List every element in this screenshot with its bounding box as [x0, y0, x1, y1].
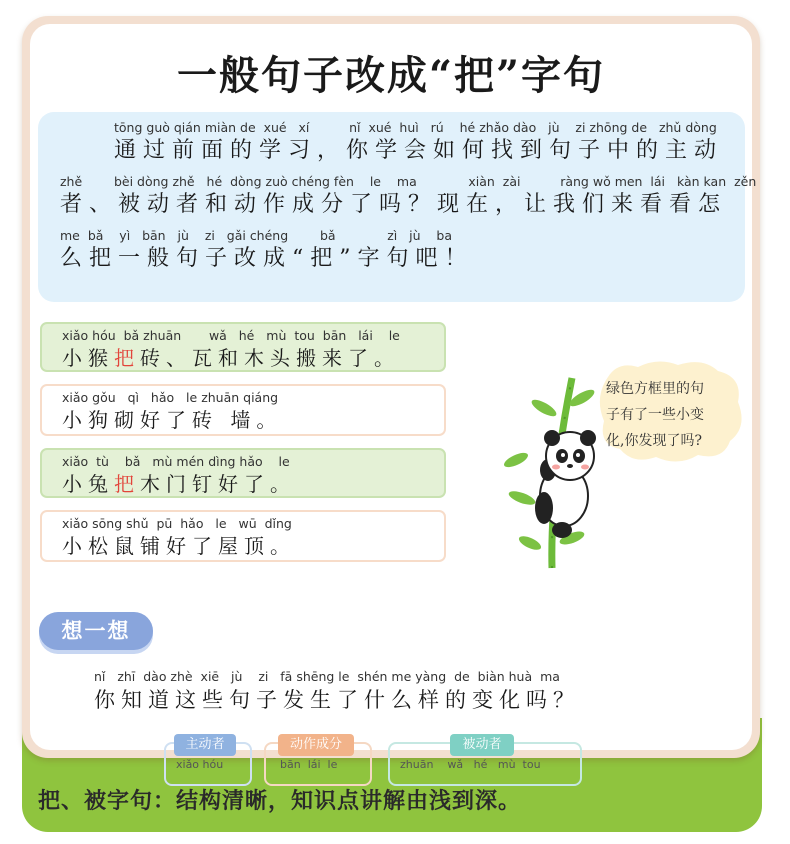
speech-bubble-text [606, 376, 746, 454]
sentence-4-text: 小松鼠铺好了屋顶。 [62, 534, 296, 558]
sentence-3-pinyin: xiǎo tù bǎ mù mén dìng hǎo le [62, 454, 290, 469]
footer-caption: 把、被字句：结构清晰，知识点讲解由浅到深。 [38, 789, 522, 814]
tag-box-object-pinyin: zhuān wǎ hé mù tou [400, 758, 541, 771]
intro-line-2-pinyin: zhě bèi dòng zhě hé dòng zuò chéng fèn le ma xiàn zài ràng wǒ men lái kàn kan zěn [60, 174, 757, 189]
intro-line-3-text: 么把一般句子改成“把”字句吧！ [60, 246, 474, 271]
question-text: 你知道这些句子发生了什么样的变化吗？ [94, 688, 580, 712]
sentence-3-ba: 把 [114, 472, 140, 496]
tag-subject: 主动者 [174, 734, 236, 756]
tag-action: 动作成分 [278, 734, 354, 756]
sentence-1-pinyin: xiǎo hóu bǎ zhuān wǎ hé mù tou bān lái le [62, 328, 400, 343]
sentence-box-1 [40, 322, 446, 372]
question-pinyin: nǐ zhī dào zhè xiē jù zi fā shēng le shén me yàng de biàn huà ma [94, 669, 560, 684]
intro-line-3-pinyin: me bǎ yì bān jù zi gǎi chéng bǎ zì jù ba [60, 228, 453, 243]
panda-illustration [482, 368, 602, 568]
bubble-line-3: 化,你发现了吗? [606, 433, 702, 449]
think-badge: 想一想 [39, 612, 153, 650]
bubble-line-1: 绿色方框里的句 [606, 381, 704, 397]
tag-box-subject-pinyin: xiǎo hóu [176, 758, 224, 771]
sentence-1-after: 砖、瓦和木头搬来了。 [140, 346, 400, 370]
tag-box-action-pinyin: bān lái le [280, 758, 338, 771]
sentence-box-4 [40, 510, 446, 562]
intro-line-2 [60, 174, 756, 220]
page-title: 一般句子改成“把”字句 [176, 52, 605, 99]
sentence-3-before: 小兔 [62, 472, 114, 496]
intro-box [38, 112, 757, 302]
intro-line-1-pinyin: tōng guò qián miàn de xué xí nǐ xué huì rú hé zhǎo dào jù zi zhōng de zhǔ dòng [114, 120, 717, 135]
intro-line-1 [114, 120, 723, 166]
bubble-line-2: 子有了一些小变 [606, 407, 704, 423]
sentence-2-text: 小狗砌好了砖 墙。 [62, 408, 283, 432]
intro-line-2-text: 者、被动者和动作成分了吗？现在，让我们来看看怎 [60, 192, 728, 217]
sentence-3-text [62, 468, 296, 497]
tag-object: 被动者 [450, 734, 514, 756]
sentence-4-pinyin: xiǎo sōng shǔ pū hǎo le wū dǐng [62, 516, 292, 531]
page-card-inner [30, 24, 757, 771]
sentence-box-3 [40, 448, 446, 498]
sentence-1-before: 小猴 [62, 346, 114, 370]
sentence-2-pinyin: xiǎo gǒu qì hǎo le zhuān qiáng [62, 390, 279, 405]
sentence-3-after: 木门钉好了。 [140, 472, 296, 496]
sentence-1-ba: 把 [114, 346, 140, 370]
page-card [22, 16, 760, 771]
question-line [94, 669, 580, 715]
intro-line-1-text: 通过前面的学习，你学会如何找到句子中的主动 [114, 138, 724, 163]
sentence-box-2 [40, 384, 446, 436]
sentence-1-text [62, 342, 400, 371]
intro-line-3 [60, 228, 474, 274]
